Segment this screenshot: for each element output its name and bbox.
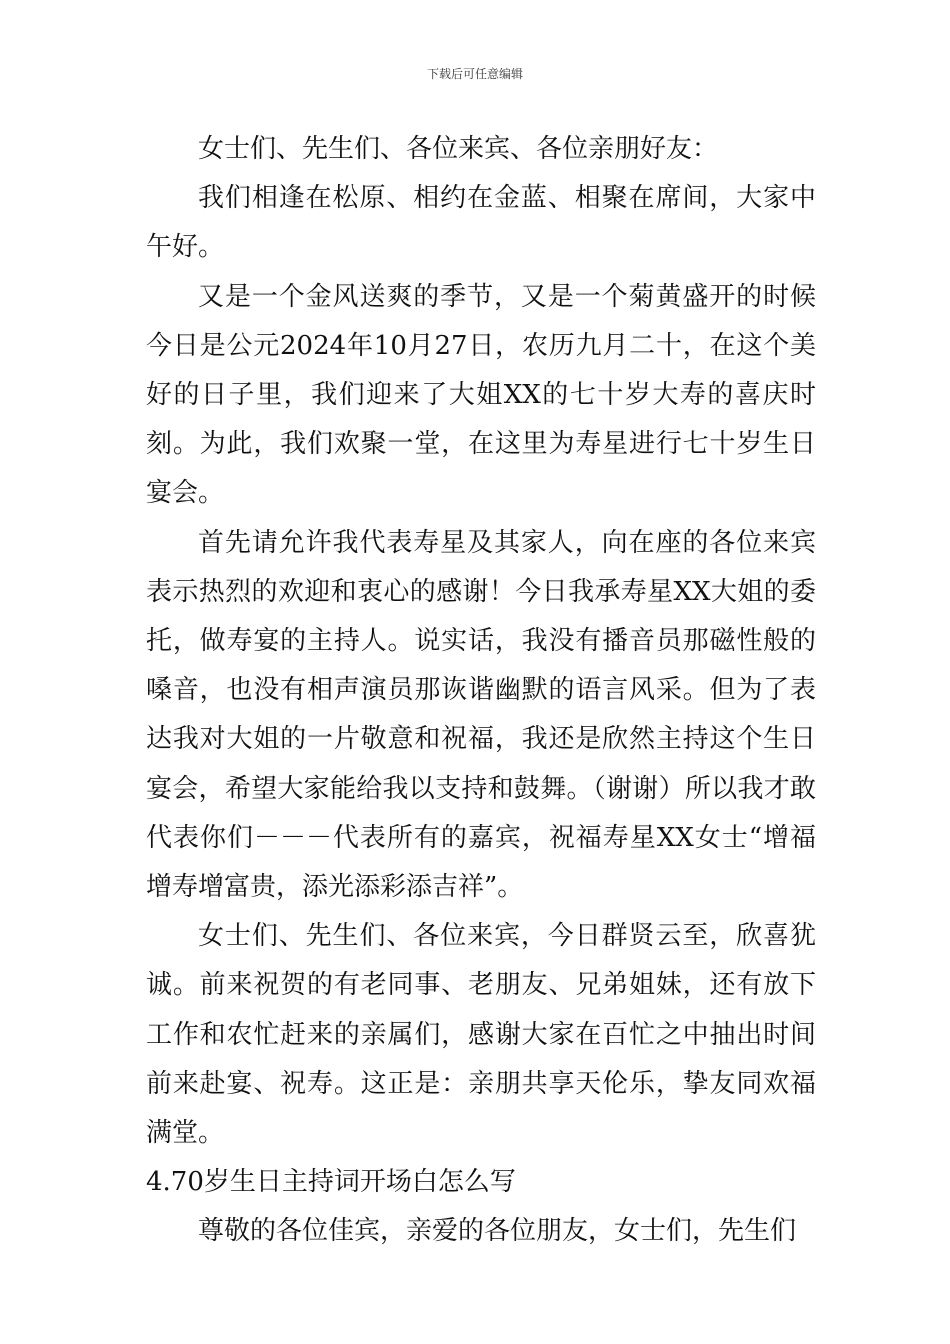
paragraph-occasion: 又是一个金风送爽的季节，又是一个菊黄盛开的时候今日是公元2024年10月27日，农历九月二十，在这个美好的日子里，我们迎来了大姐XX的七十岁大寿的喜庆时刻。为此，我们欢聚一堂，在这里为寿星进行七十岁生日宴会。 — [146, 281, 816, 509]
paragraph-opening: 尊敬的各位佳宾，亲爱的各位朋友，女士们，先生们 — [198, 1216, 797, 1247]
paragraph-welcome: 我们相逢在松原、相约在金蓝、相聚在席间，大家中午好。 — [146, 183, 816, 263]
section-heading: 4.70岁生日主持词开场白怎么写 — [146, 1167, 516, 1198]
paragraph-thanks: 首先请允许我代表寿星及其家人，向在座的各位来宾表示热烈的欢迎和衷心的感谢！今日我承寿星XX大姐的委托，做寿宴的主持人。说实话，我没有播音员那磁性般的嗓音，也没有相声演员那诙谐幽默的语言风采。但为了表达我对大姐的一片敬意和祝福，我还是欣然主持这个生日宴会，希望大家能给我以支持和鼓舞。（谢谢）所以我才敢代表你们－－－代表所有的嘉宾，祝福寿星XX女士“增福增寿增富贵，添光添彩添吉祥”。 — [146, 527, 816, 903]
document-body — [146, 125, 816, 1257]
paragraph-greeting: 女士们、先生们、各位来宾、各位亲朋好友： — [198, 134, 719, 164]
paragraph-guests: 女士们、先生们、各位来宾，今日群贤云至，欣喜犹诚。前来祝贺的有老同事、老朋友、兄弟姐妹，还有放下工作和农忙赶来的亲属们，感谢大家在百忙之中抽出时间前来赴宴、祝寿。这正是：亲朋共享天伦乐，挚友同欢福满堂。 — [146, 921, 816, 1149]
header-note: 下载后可任意编辑 — [426, 67, 523, 81]
